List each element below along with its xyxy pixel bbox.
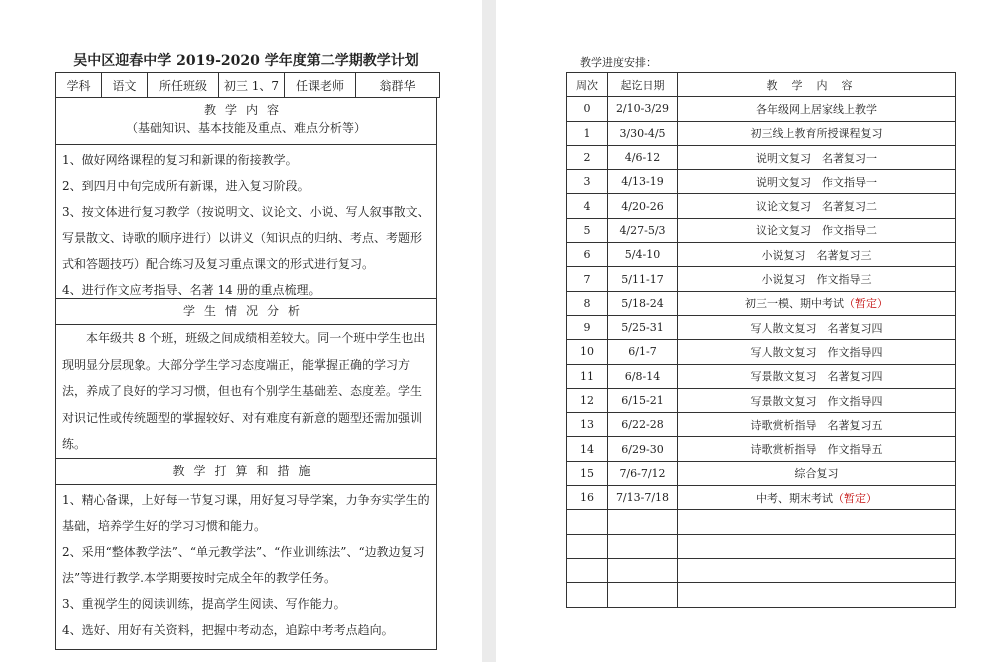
content-text: 初三一模、期中考试 (745, 297, 844, 311)
week-cell: 5 (567, 218, 608, 242)
content-cell (678, 291, 956, 315)
content-cell (678, 486, 956, 510)
content-text: 写景散文复习 名著复习四 (750, 370, 883, 384)
students-text: 本年级共 8 个班，班级之间成绩相差较大。同一个班中学生也出现明显分层现象。大部分学生学习态度端正，能掌握正确的学习方法，养成了良好的学习习惯，但也有个别学生基础差、态度差。学生对识记性或传统题型的掌握较好、对有难度有新意的题型还需加强训练。 (62, 331, 426, 451)
content-subheading: （基础知识、基本技能及重点、难点分析等） (125, 121, 366, 135)
dates-cell (608, 510, 678, 534)
week-cell: 14 (567, 437, 608, 461)
dates-header: 起讫日期 (608, 73, 678, 97)
content-cell (678, 510, 956, 534)
info-table (55, 72, 440, 98)
content-text: 写人散文复习 作文指导四 (750, 345, 883, 359)
dates-cell: 6/29-30 (608, 437, 678, 461)
dates-cell: 5/11-17 (608, 267, 678, 291)
dates-cell: 4/13-19 (608, 170, 678, 194)
content-cell (678, 388, 956, 412)
dates-cell: 5/25-31 (608, 315, 678, 339)
table-row (567, 194, 956, 218)
progress-body (567, 97, 956, 607)
content-text: 小说复习 作文指导三 (761, 273, 872, 287)
teacher-value: 翁群华 (356, 73, 440, 98)
dates-cell: 4/20-26 (608, 194, 678, 218)
content-cell (678, 583, 956, 607)
week-cell: 8 (567, 291, 608, 315)
content-cell (678, 194, 956, 218)
table-row (567, 461, 956, 485)
table-row (567, 583, 956, 607)
week-cell: 15 (567, 461, 608, 485)
table-row (567, 291, 956, 315)
dates-cell: 4/27-5/3 (608, 218, 678, 242)
dates-cell (608, 534, 678, 558)
progress-table (566, 72, 956, 608)
week-cell (567, 558, 608, 582)
week-cell: 3 (567, 170, 608, 194)
dates-cell: 7/6-7/12 (608, 461, 678, 485)
dates-cell: 6/22-28 (608, 413, 678, 437)
table-row (567, 243, 956, 267)
dates-cell (608, 558, 678, 582)
dates-cell: 6/15-21 (608, 388, 678, 412)
dates-cell: 4/6-12 (608, 145, 678, 169)
measures-item-3: 3、重视学生的阅读训练，提高学生阅读、写作能力。 (62, 597, 346, 611)
measures-heading: 教学打算和措施 (55, 459, 437, 485)
dates-cell: 6/1-7 (608, 340, 678, 364)
table-row (567, 218, 956, 242)
content-text: 写景散文复习 作文指导四 (750, 394, 883, 408)
dates-cell: 5/18-24 (608, 291, 678, 315)
content-cell (678, 267, 956, 291)
table-row (567, 534, 956, 558)
week-cell: 1 (567, 121, 608, 145)
content-cell (678, 364, 956, 388)
week-header: 周次 (567, 73, 608, 97)
content-cell (678, 145, 956, 169)
content-cell (678, 534, 956, 558)
week-cell: 7 (567, 267, 608, 291)
table-row (567, 486, 956, 510)
content-item-3: 3、按文体进行复习教学（按说明文、议论文、小说、写人叙事散文、写景散文、诗歌的顺序进行）以讲义（知识点的归纳、考点、考题形式和答题技巧）配合练习及复习重点课文的形式进行复习。 (62, 205, 430, 271)
content-cell (678, 315, 956, 339)
content-text: 诗歌赏析指导 名著复习五 (750, 418, 883, 432)
content-item-1: 1、做好网络课程的复习和新课的衔接教学。 (62, 153, 298, 167)
content-cell (678, 218, 956, 242)
week-cell: 12 (567, 388, 608, 412)
table-row (567, 510, 956, 534)
subject-label: 学科 (56, 73, 102, 98)
subject-value: 语文 (102, 73, 148, 98)
measures-item-1: 1、精心备课，上好每一节复习课，用好复习导学案，力争夯实学生的基础，培养学生好的学习习惯和能力。 (62, 493, 430, 533)
info-row (56, 73, 440, 98)
content-cell (678, 437, 956, 461)
document-title: 吴中区迎春中学 2019-2020 学年度第二学期教学计划 (73, 53, 419, 69)
table-row (567, 340, 956, 364)
week-cell: 2 (567, 145, 608, 169)
table-row (567, 97, 956, 121)
table-row (567, 364, 956, 388)
students-section-body (55, 325, 437, 459)
content-text: 综合复习 (794, 467, 839, 481)
content-text: 说明文复习 作文指导一 (756, 175, 877, 189)
progress-title: 教学进度安排： (580, 56, 657, 69)
week-cell: 9 (567, 315, 608, 339)
table-row (567, 413, 956, 437)
content-cell (678, 97, 956, 121)
dates-cell: 6/8-14 (608, 364, 678, 388)
content-text: 中考、期末考试 (756, 491, 833, 505)
content-item-4: 4、进行作文应考指导、名著 14 册的重点梳理。 (62, 283, 321, 297)
table-row (567, 267, 956, 291)
measures-section-body (55, 485, 437, 650)
dates-cell: 3/30-4/5 (608, 121, 678, 145)
measures-item-2: 2、采用“整体教学法”、“单元教学法”、“作业训练法”、“边教边复习法”等进行教学.本学期要按时完成全年的教学任务。 (62, 545, 425, 585)
week-cell: 4 (567, 194, 608, 218)
content-header: 教学内容 (678, 73, 956, 97)
content-section-body (55, 145, 437, 299)
content-text: 议论文复习 作文指导二 (756, 224, 877, 238)
week-cell: 10 (567, 340, 608, 364)
content-text: 说明文复习 名著复习一 (756, 151, 877, 165)
content-section-header (55, 97, 437, 145)
teacher-label: 任课老师 (285, 73, 356, 98)
week-cell (567, 510, 608, 534)
tentative-note: （暂定） (844, 297, 888, 311)
week-cell: 13 (567, 413, 608, 437)
content-text: 各年级网上居家线上教学 (756, 102, 877, 116)
tentative-note: （暂定） (833, 491, 877, 505)
content-cell (678, 558, 956, 582)
table-row (567, 121, 956, 145)
table-row (567, 315, 956, 339)
dates-cell: 2/10-3/29 (608, 97, 678, 121)
content-text: 小说复习 名著复习三 (761, 248, 872, 262)
table-row (567, 558, 956, 582)
content-cell (678, 461, 956, 485)
content-item-2: 2、到四月中旬完成所有新课，进入复习阶段。 (62, 179, 310, 193)
class-label: 所任班级 (148, 73, 219, 98)
content-cell (678, 340, 956, 364)
week-cell (567, 583, 608, 607)
content-text: 议论文复习 名著复习二 (756, 200, 877, 214)
students-heading: 学生情况分析 (55, 299, 437, 325)
week-cell: 16 (567, 486, 608, 510)
content-cell (678, 121, 956, 145)
week-cell: 0 (567, 97, 608, 121)
measures-item-4: 4、选好、用好有关资料，把握中考动态，追踪中考考点趋向。 (62, 623, 394, 637)
table-row (567, 170, 956, 194)
content-cell (678, 243, 956, 267)
week-cell (567, 534, 608, 558)
dates-cell: 5/4-10 (608, 243, 678, 267)
table-row (567, 145, 956, 169)
week-cell: 11 (567, 364, 608, 388)
content-text: 诗歌赏析指导 作文指导五 (750, 443, 883, 457)
dates-cell: 7/13-7/18 (608, 486, 678, 510)
table-row (567, 437, 956, 461)
dates-cell (608, 583, 678, 607)
content-text: 初三线上教育所授课程复习 (750, 127, 883, 141)
content-text: 写人散文复习 名著复习四 (750, 321, 883, 335)
content-heading: 教学内容 (203, 103, 288, 117)
class-value: 初三 1、7 (219, 73, 285, 98)
week-cell: 6 (567, 243, 608, 267)
content-cell (678, 413, 956, 437)
table-row (567, 388, 956, 412)
content-cell (678, 170, 956, 194)
progress-header-row (567, 73, 956, 97)
